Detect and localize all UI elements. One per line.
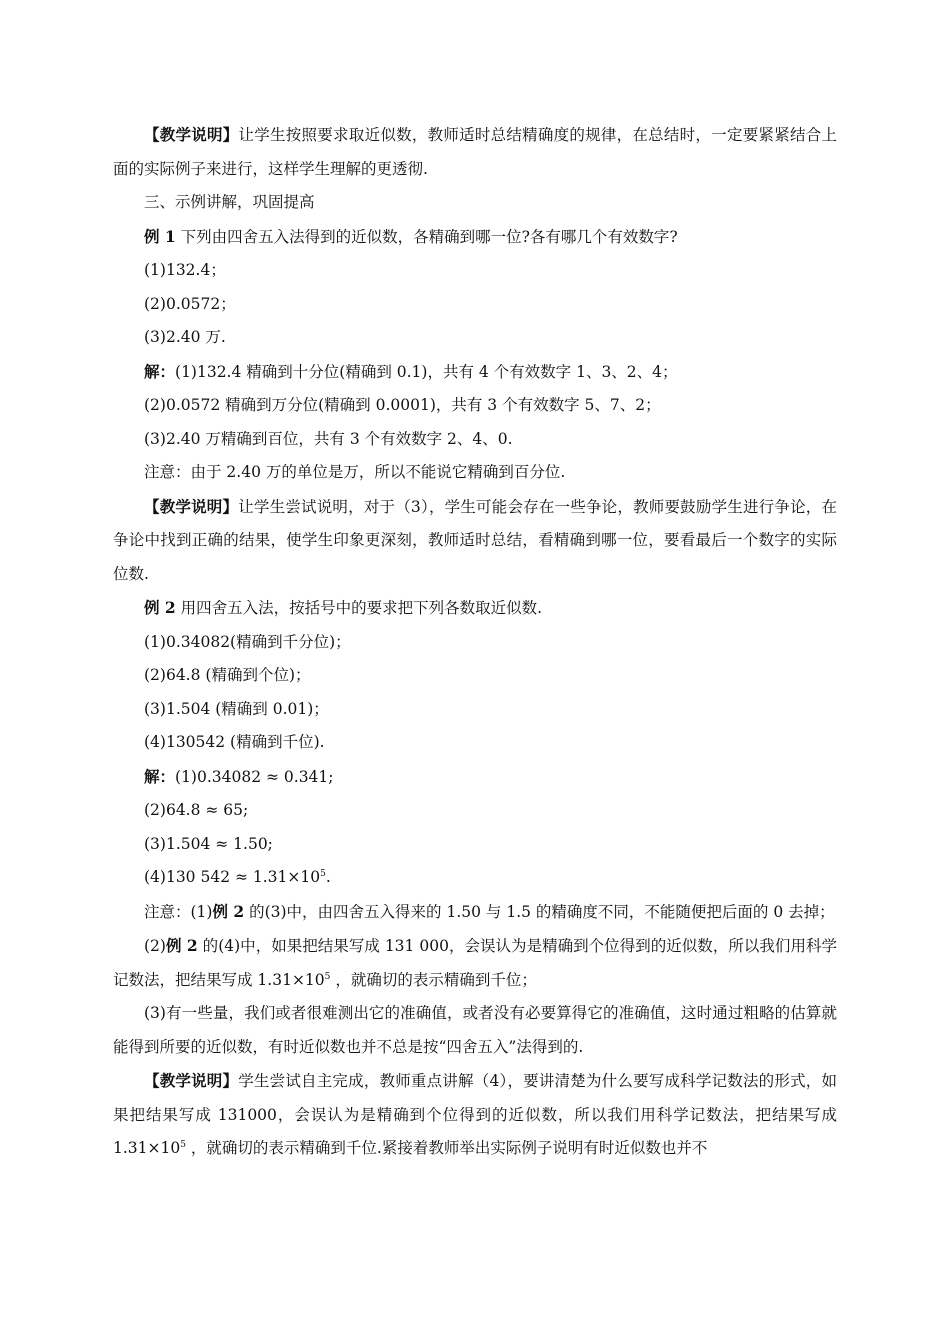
exponent: 5 — [180, 1140, 186, 1150]
example-2-item: (2)64.8 (精确到个位)； — [144, 666, 311, 684]
note-2-b: (2)例 2 的(4)中，如果把结果写成 131 000，会误认为是精确到个位得到的近似数，所以我们用科学记数法，把结果写成 $1.31\times 10^5$ ，就确切的表示精确到千位； — [113, 936, 837, 989]
example-text: 用四舍五入法，按括号中的要求把下列各数取近似数. — [175, 599, 543, 617]
solution-2-line: (3)1.504 ≈ 1.50; — [144, 834, 273, 853]
solution-2-line: 解：(1)0.34082 ≈ 0.341; — [144, 766, 334, 786]
teaching-note-text: 让学生按照要求取近似数，教师适时总结精确度的规律，在总结时，一定要紧紧结合上面的实际例子来进行，这样学生理解的更透彻. — [113, 126, 837, 178]
note-2-a: 注意：(1)例 2 的(3)中，由四舍五入得来的 1.50 与 1.5 的精确度不同，不能随便把后面的 0 去掉； — [144, 901, 835, 921]
teaching-note-2 — [113, 490, 837, 592]
example-2 — [113, 591, 837, 626]
solution-label: 解： — [144, 361, 176, 381]
example-ref: 例 2 — [212, 901, 245, 921]
document-page — [113, 118, 837, 1166]
example-2-item: (4)130542 (精确到千位). — [144, 733, 325, 751]
solution-2-line: (4)130 $542 \approx 1.31\times 10^5$. — [144, 868, 331, 886]
example-1 — [113, 220, 837, 255]
example-label: 例 1 — [144, 226, 176, 246]
note-2-c: (3)有一些量，我们或者很难测出它的准确值，或者没有必要算得它的准确值，这时通过粗略的估算就能得到所要的近似数，有时近似数也并不总是按“四舍五入”法得到的. — [113, 1004, 837, 1056]
example-1-item: (2)0.0572； — [144, 294, 236, 313]
example-2-item: (3)1.504 (精确到 0.01)； — [144, 699, 329, 718]
example-1-item: (1)132.4； — [144, 261, 226, 279]
example-ref: 例 2 — [165, 936, 198, 955]
teaching-note-label: 【教学说明】 — [144, 496, 239, 516]
solution-1-line: (3)2.40 万精确到百位，共有 3 个有效数字 2、4、0. — [144, 429, 513, 448]
teaching-note-3: 【教学说明】学生尝试自主完成，教师重点讲解（4），要讲清楚为什么要写成科学记数法的形式，如果把结果写成 131000，会误认为是精确到个位得到的近似数，所以我们用科学记数法，把结果写成 $1.31\times 10^5$ ，就确切的表示精确到千位.紧接着教师举出实际例子说明有时近似数也并不 — [113, 1071, 837, 1157]
example-2-item: (1)0.34082(精确到千分位)； — [144, 632, 351, 651]
example-text: 下列由四舍五入法得到的近似数，各精确到哪一位?各有哪几个有效数字? — [175, 227, 678, 246]
section-heading: 三、示例讲解，巩固提高 — [144, 193, 315, 211]
example-1-item: (3)2.40 万. — [144, 328, 226, 346]
exponent: 5 — [324, 971, 331, 982]
teaching-note-text: 让学生尝试说明，对于（3），学生可能会存在一些争论，教师要鼓励学生进行争论，在争论中找到正确的结果，使学生印象更深刻，教师适时总结，看精确到哪一位，要看最后一个数字的实际位数. — [113, 497, 837, 583]
solution-label: 解： — [144, 766, 176, 786]
example-label: 例 2 — [144, 598, 176, 617]
solution-2-line: (2)64.8 ≈ 65; — [144, 801, 249, 819]
teaching-note-label: 【教学说明】 — [144, 1071, 239, 1090]
solution-1-line: (2)0.0572 精确到万分位(精确到 0.0001)，共有 3 个有效数字 5、7、2； — [144, 396, 661, 414]
note-1: 注意：由于 2.40 万的单位是万，所以不能说它精确到百分位. — [144, 463, 566, 481]
solution-1-line: 解：(1)132.4 精确到十分位(精确到 0.1)，共有 4 个有效数字 1、3、2、4； — [144, 361, 678, 381]
teaching-note-label: 【教学说明】 — [144, 125, 239, 144]
teaching-note-1 — [113, 118, 837, 186]
exponent: 5 — [320, 869, 326, 879]
